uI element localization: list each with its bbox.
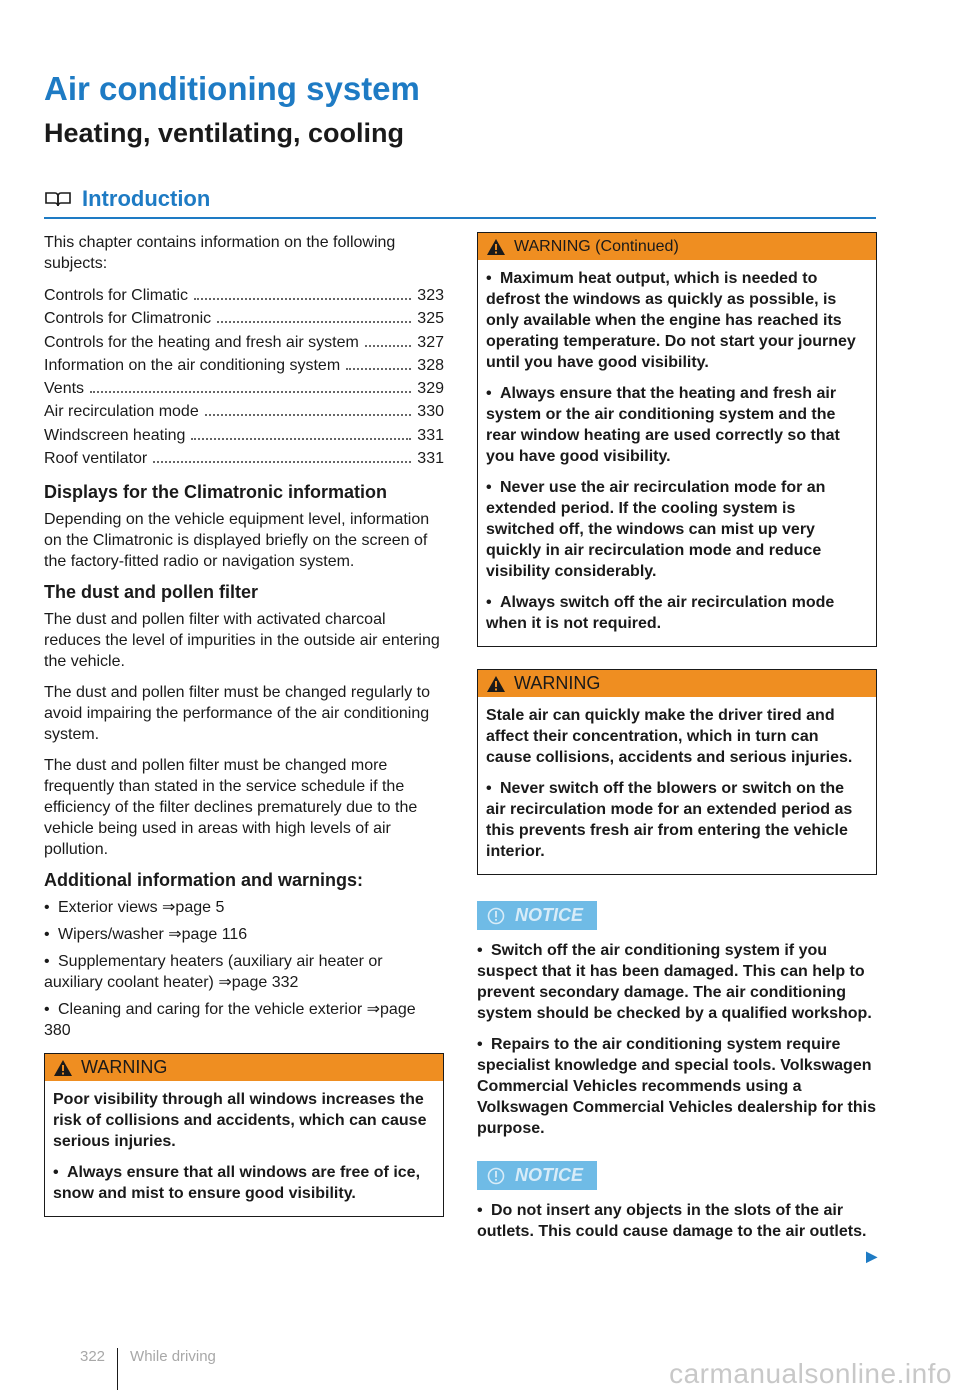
toc-item[interactable]: Vents 329: [44, 380, 444, 398]
warning-item: • Always ensure that the heating and fresh air system or the air conditioning system and the rear window heating are used correctly so that you have good visibility.: [486, 385, 840, 465]
notice-icon: [487, 907, 505, 925]
warning-label: WARNING (Continued): [514, 238, 679, 255]
watermark: carmanualsonline.info: [669, 1358, 952, 1389]
continue-arrow-icon: ▶: [866, 1248, 877, 1264]
filter-paragraph: The dust and pollen filter with activated charcoal reduces the level of impurities in the outside air entering the vehicle.: [44, 611, 440, 671]
toc-item[interactable]: Information on the air conditioning system 328: [44, 356, 444, 374]
displays-heading: Displays for the Climatronic information: [44, 482, 388, 503]
toc-item[interactable]: Controls for the heating and fresh air system 327: [44, 333, 444, 351]
toc-item[interactable]: Controls for Climatronic 325: [44, 310, 444, 328]
toc-list: [44, 284, 444, 470]
notice-body: [477, 940, 877, 1139]
notice-header: [477, 1161, 597, 1190]
filter-heading: The dust and pollen filter: [44, 582, 259, 603]
section-title: Introduction: [82, 186, 211, 211]
warning-item: • Never switch off the blowers or switch on the air recirculation mode for an extended period as this prevents fresh air from entering the vehicle interior.: [486, 780, 853, 860]
warning-item: • Maximum heat output, which is needed to defrost the windows as quickly as possible, is only available when the engine has reached its operating temperature. Do not start your journey until you have good visibility.: [486, 270, 856, 371]
notice-icon: [487, 1167, 505, 1185]
warning-item: • Always switch off the air recirculation mode when it is not required.: [486, 594, 835, 632]
warning-triangle-icon: [486, 238, 506, 256]
right-column: [477, 232, 877, 1267]
warning-box: [44, 1053, 444, 1217]
toc-item[interactable]: Windscreen heating 331: [44, 426, 444, 444]
notice-label: NOTICE: [515, 905, 584, 925]
warning-header: [478, 233, 876, 260]
page-number: 322: [80, 1348, 106, 1365]
warning-body: [45, 1081, 443, 1216]
page-footer: [80, 1348, 216, 1390]
toc-item[interactable]: Roof ventilator 331: [44, 450, 444, 468]
section-heading: [44, 186, 876, 219]
filter-paragraph: The dust and pollen filter must be changed more frequently than stated in the service schedule if the efficiency of the filter declines prematurely due to the vehicle being used in areas with high levels of air pollution.: [44, 757, 418, 859]
page-subtitle: Heating, ventilating, cooling: [44, 118, 405, 148]
warning-text: Poor visibility through all windows increases the risk of collisions and accidents, which can cause serious injuries.: [53, 1091, 427, 1151]
displays-text: Depending on the vehicle equipment level, information on the Climatronic is displayed briefly on the screen of the factory-fitted radio or navigation system.: [44, 511, 430, 571]
warning-triangle-icon: [486, 675, 506, 693]
warning-box: [477, 669, 877, 875]
footer-divider: [117, 1348, 118, 1390]
toc-item[interactable]: Controls for Climatic 323: [44, 287, 444, 304]
warning-triangle-icon: [53, 1059, 73, 1077]
notice-label: NOTICE: [515, 1165, 584, 1185]
warning-header: [478, 670, 876, 697]
list-item[interactable]: • Cleaning and caring for the vehicle exterior ⇒page 380: [44, 1001, 416, 1040]
warning-body: [478, 697, 876, 874]
warning-item: • Never use the air recirculation mode for an extended period. If the cooling system is switched off, the windows can mist up very quickly in air recirculation mode and reduce visibility considerably.: [486, 479, 826, 580]
notice-body: [477, 1200, 877, 1264]
notice-item: • Do not insert any objects in the slots of the air outlets. This could cause damage to the air outlets. ▶: [477, 1200, 877, 1242]
list-item[interactable]: • Supplementary heaters (auxiliary air heater or auxiliary coolant heater) ⇒page 332: [44, 953, 383, 992]
intro-text: This chapter contains information on the following subjects:: [44, 234, 396, 272]
warning-header: [45, 1054, 443, 1081]
chapter-name: While driving: [130, 1348, 216, 1365]
list-item[interactable]: • Wipers/washer ⇒page 116: [44, 926, 248, 944]
warning-label: WARNING: [514, 673, 601, 693]
notice-item: • Repairs to the air conditioning system require specialist knowledge and special tools. Volkswagen Commercial Vehicles recommends using a Volkswagen Commercial Vehicles dealership for this purpose.: [477, 1036, 876, 1137]
book-icon: [44, 191, 72, 207]
notice-item: • Switch off the air conditioning system if you suspect that it has been damaged. This can help to prevent secondary damage. The air conditioning system should be checked by a qualified workshop.: [477, 942, 872, 1022]
warning-label: WARNING: [81, 1057, 168, 1078]
list-item[interactable]: • Exterior views ⇒page 5: [44, 899, 225, 917]
additional-list: [44, 897, 444, 1041]
notice-header: [477, 901, 597, 930]
warning-body: [478, 260, 876, 646]
page-title: Air conditioning system: [44, 70, 420, 107]
warning-text: Stale air can quickly make the driver tired and affect their concentration, which in turn can cause collisions, accidents and serious injuries.: [486, 707, 853, 766]
warning-continued-box: [477, 232, 877, 647]
additional-heading: Additional information and warnings:: [44, 870, 363, 891]
filter-paragraph: The dust and pollen filter must be changed regularly to avoid impairing the performance of the air conditioning system.: [44, 684, 431, 744]
toc-item[interactable]: Air recirculation mode 330: [44, 403, 444, 421]
warning-item: • Always ensure that all windows are free of ice, snow and mist to ensure good visibility.: [53, 1164, 421, 1203]
left-column: [44, 232, 444, 1231]
